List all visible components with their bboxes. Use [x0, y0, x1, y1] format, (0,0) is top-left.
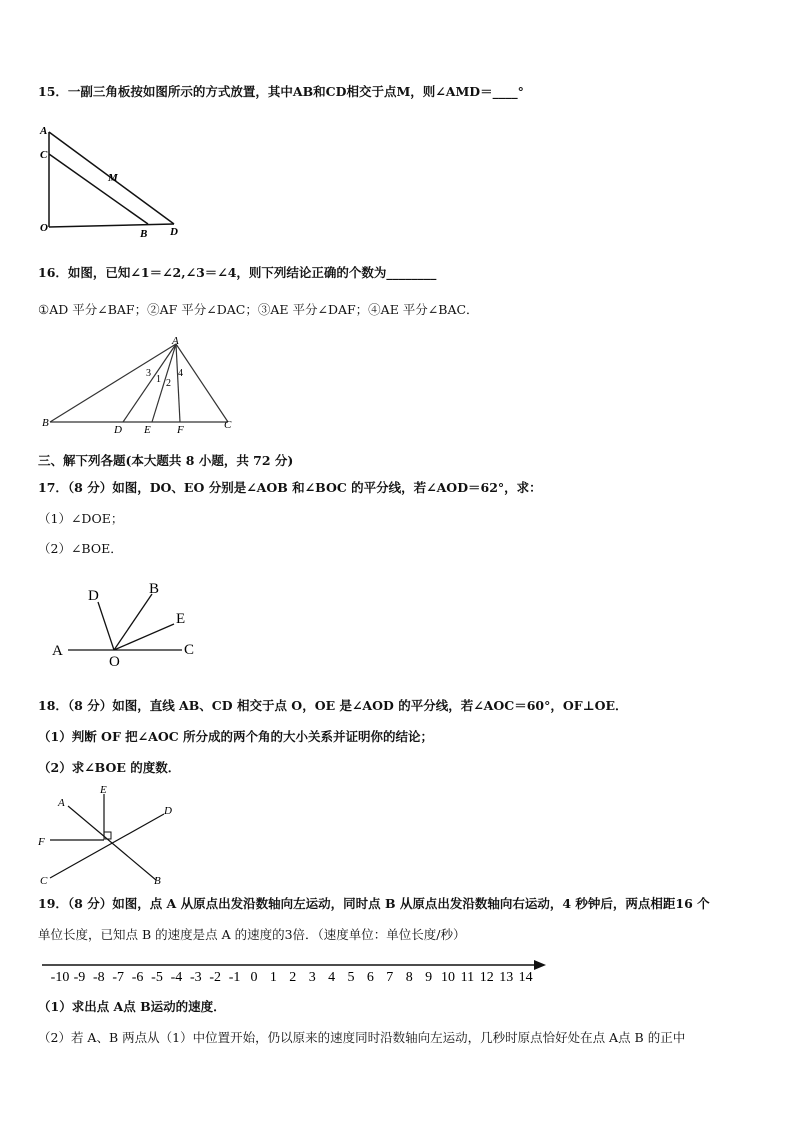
q17-label-A: A — [52, 643, 63, 659]
number-line-tick-label: 7 — [386, 970, 394, 985]
number-line-tick-label: -10 — [50, 970, 70, 985]
q17-label-B: B — [149, 581, 160, 597]
number-line-tick-label: 3 — [308, 970, 316, 985]
q19-sub1: （1）求出点 A点 B运动的速度． — [38, 999, 226, 1014]
q15-label-M: M — [108, 172, 118, 184]
q15-label-B: B — [140, 228, 148, 240]
number-line-tick-label: -6 — [131, 970, 144, 985]
q17-sub1: （1）∠DOE； — [38, 511, 124, 526]
number-line-tick-label: 6 — [366, 970, 374, 985]
number-line-tick-label: -5 — [151, 970, 163, 985]
q16-label-E: E — [144, 424, 151, 436]
q16-options: ①AD 平分∠BAF；②AF 平分∠DAC；③AE 平分∠DAF；④AE 平分∠BAC． — [38, 302, 479, 317]
number-line-tick-label: -3 — [189, 970, 202, 985]
q16-label-2: 2 — [166, 378, 171, 389]
number-line-tick-label: 10 — [441, 970, 455, 985]
q19-number-line — [38, 956, 558, 986]
number-line-tick-label: -7 — [112, 970, 125, 985]
number-line-tick-label: 0 — [250, 970, 258, 985]
q19-text-line1: 19．（8 分）如图，点 A 从原点出发沿数轴向左运动，同时点 B 从原点出发沿数轴向右运动，4 秒钟后，两点相距16 个 — [38, 896, 710, 911]
q15-text: 15．一副三角板按如图所示的方式放置，其中AB和CD相交于点M，则∠AMD＝____° — [38, 84, 524, 99]
q19-sub2: （2）若 A、B 两点从（1）中位置开始，仍以原来的速度同时沿数轴向左运动，几秒时原点恰好处在点 A点 B 的正中 — [38, 1030, 686, 1045]
number-line-tick-label: 1 — [269, 970, 277, 985]
q15-label-O: O — [40, 222, 48, 234]
q18-label-E: E — [100, 784, 107, 796]
q17-text: 17．（8 分）如图，DO、EO 分别是∠AOB 和∠BOC 的平分线，若∠AOD＝62°，求： — [38, 480, 542, 495]
q16-label-A: A — [172, 335, 179, 347]
q18-text: 18．（8 分）如图，直线 AB、CD 相交于点 O，OE 是∠AOD 的平分线，若∠AOC＝60°，OF⊥OE． — [38, 698, 628, 713]
q18-sub1: （1）判断 OF 把∠AOC 所分成的两个角的大小关系并证明你的结论； — [38, 729, 434, 744]
number-line-tick-label: 4 — [328, 970, 336, 985]
q16-label-B: B — [42, 417, 49, 429]
q17-label-O: O — [109, 654, 120, 670]
number-line-tick-label: -4 — [170, 970, 183, 985]
number-line-tick-label: 11 — [460, 970, 475, 985]
number-line-tick-label: 9 — [425, 970, 433, 985]
number-line-tick-label: -1 — [228, 970, 241, 985]
number-line-tick-label: -8 — [92, 970, 105, 985]
q15-figure — [38, 122, 188, 242]
number-line-tick-label: 12 — [479, 970, 494, 985]
q18-label-F: F — [38, 836, 45, 848]
q18-figure — [38, 784, 188, 888]
q16-label-3: 3 — [146, 368, 151, 379]
q18-label-B: B — [154, 875, 161, 887]
q17-label-C: C — [184, 642, 195, 658]
q15-label-C: C — [40, 149, 48, 161]
q18-label-D: D — [164, 805, 172, 817]
number-line-tick-label: 13 — [499, 970, 514, 985]
q16-label-F: F — [177, 424, 184, 436]
q16-figure — [38, 336, 248, 436]
q18-sub2: （2）求∠BOE 的度数． — [38, 760, 181, 775]
q15-label-A: A — [40, 125, 48, 137]
q16-text: 16．如图，已知∠1＝∠2,∠3＝∠4，则下列结论正确的个数为________ — [38, 265, 437, 280]
q16-label-4: 4 — [178, 368, 183, 379]
q17-label-D: D — [88, 588, 99, 604]
number-line-tick-label: 5 — [347, 970, 355, 985]
section3-heading: 三、解下列各题(本大题共 8 小题，共 72 分) — [38, 453, 294, 468]
q15-label-D: D — [170, 226, 178, 238]
number-line-tick-label: 2 — [289, 970, 297, 985]
q18-label-A: A — [58, 797, 65, 809]
number-line-tick-label: 14 — [518, 970, 533, 985]
number-line-tick-label: -2 — [209, 970, 222, 985]
number-line-tick-label: -9 — [73, 970, 86, 985]
q19-text-line2: 单位长度，已知点 B 的速度是点 A 的速度的3倍．（速度单位：单位长度/秒） — [38, 927, 466, 942]
q16-label-1: 1 — [156, 374, 161, 385]
q17-sub2: （2）∠BOE． — [38, 541, 123, 556]
number-line-tick-label: 8 — [405, 970, 413, 985]
q17-figure — [48, 578, 208, 670]
q16-label-D: D — [114, 424, 122, 436]
q17-label-E: E — [176, 611, 186, 627]
q16-label-C: C — [224, 419, 232, 431]
q18-label-C: C — [40, 875, 48, 887]
